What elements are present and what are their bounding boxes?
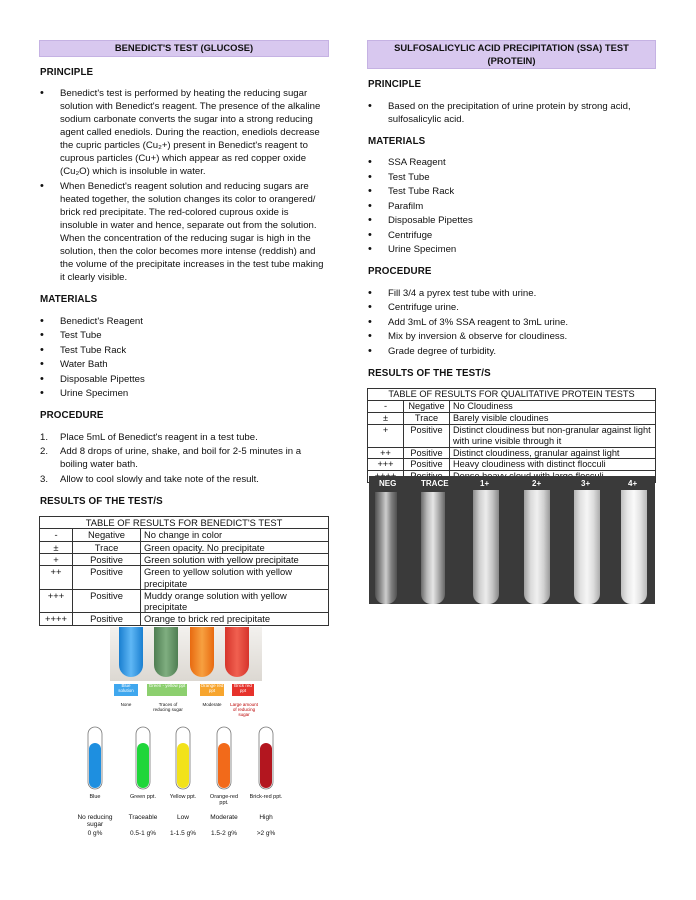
ssa-label: 4+ [628, 479, 638, 488]
tube-label: Blue [89, 794, 101, 800]
ssa-photo [369, 476, 655, 604]
benedicts-procedure-list [39, 431, 329, 486]
table-row [40, 553, 329, 565]
result-label: Positive [73, 613, 141, 625]
result-symbol: ++ [368, 447, 404, 459]
benedicts-tube-diagram [74, 725, 296, 795]
result-symbol: + [40, 553, 73, 565]
tube-orange [217, 727, 231, 789]
result-description: Orange to brick red precipitate [141, 613, 329, 625]
result-description: Distinct cloudiness, granular against light [450, 447, 656, 459]
ssa-tube-3plus [574, 490, 600, 604]
benedicts-test-section [39, 40, 329, 626]
result-description: Barely visible cloudines [450, 413, 656, 425]
tube-green [136, 727, 150, 789]
ssa-principle-item: • Based on the precipitation of urine protein by strong acid, sulfosalicylic acid. [367, 100, 656, 126]
material-item: • Test Tube [39, 329, 329, 342]
table-row [368, 459, 656, 471]
sugar-amount: 1-1.5 g% [169, 830, 197, 837]
result-symbol: - [40, 529, 73, 541]
procedure-step: • Fill 3/4 a pyrex test tube with urine. [367, 287, 656, 300]
benedicts-principle-list [39, 87, 329, 284]
ssa-results-heading: RESULTS OF THE TEST/S [368, 367, 491, 379]
step-text: Add 8 drops of urine, shake, and boil for 2-5 minutes in a boiling water bath. [60, 446, 302, 471]
result-description: Distinct cloudiness but non-granular against light with urine visible through it [450, 424, 656, 447]
table-caption: TABLE OF RESULTS FOR BENEDICT'S TEST [40, 517, 329, 529]
benedicts-principle-item: • When Benedict's reagent solution and reducing sugars are heated together, the solution changes its color to orangered/ brick red precipitate. The red-colored cuprous oxide is insoluble in water and hence, separate out from the solution. When the concentration of the reducing sugar is high in the solution, then the color becomes more intense (reddish) and the volume of the precipitate increases in the test tube making it clearly visible. [39, 180, 329, 284]
result-description: Green to yellow solution with yellow precipitate [141, 566, 329, 590]
ssa-tube-neg [375, 492, 397, 604]
tube-label: Brick-red ppt. [249, 794, 283, 800]
result-description: No Cloudiness [450, 401, 656, 413]
sugar-amount: 0 g% [87, 830, 103, 837]
result-symbol: - [368, 401, 404, 413]
photo-label-orange: Orange red ppt [200, 684, 224, 696]
table-row [40, 529, 329, 541]
sugar-level: High [259, 814, 273, 821]
material-item: • Disposable Pipettes [39, 373, 329, 386]
procedure-step: • Mix by inversion & observe for cloudiness. [367, 330, 656, 343]
material-item: • Test Tube [367, 171, 656, 184]
ssa-procedure-heading: PROCEDURE [368, 266, 432, 278]
photo-sublabel: Moderate [202, 702, 222, 707]
tube-photo-blue [119, 627, 143, 677]
benedicts-principle-item: • Benedict's test is performed by heating the reducing sugar solution with Benedict's reagent. The presence of the alkaline sodium carbonate converts the sugar into a strong reducing agent called enediols. During the reaction, enediols decrease the cupric particles (Cu₂+) present in Benedict's reagent to cuprous particles (Cu+) which appear as red copper oxide (Cu₂O) which is insoluble in water. [39, 87, 329, 178]
benedicts-results-table [39, 516, 329, 626]
ssa-label: 3+ [581, 479, 591, 488]
sugar-amount: 1.5-2 g% [210, 830, 238, 837]
ssa-label: 1+ [480, 479, 490, 488]
result-description: Heavy cloudiness with distinct flocculi [450, 459, 656, 471]
benedicts-materials-list [39, 315, 329, 401]
ssa-procedure-list [367, 287, 656, 358]
tube-photo-red [225, 627, 249, 677]
tube-label: Yellow ppt. [169, 794, 197, 800]
result-label: Positive [404, 459, 450, 471]
tube-blue [88, 727, 102, 789]
material-item: • SSA Reagent [367, 156, 656, 169]
material-item: • Water Bath [39, 358, 329, 371]
ssa-results-table [367, 388, 656, 483]
result-label: Positive [404, 447, 450, 459]
step-number: 3. [40, 473, 49, 485]
ssa-tube-trace [421, 492, 445, 604]
tube-brick-red [259, 727, 273, 789]
tube-label: Orange-red ppt. [209, 794, 239, 807]
procedure-step [39, 431, 329, 444]
benedicts-figure [74, 627, 296, 849]
tube-photo-orange [190, 627, 214, 677]
result-description: No change in color [141, 529, 329, 541]
result-label: Negative [404, 401, 450, 413]
ssa-materials-list [367, 156, 656, 256]
table-row [40, 589, 329, 613]
sugar-amount: 0.5-1 g% [129, 830, 157, 837]
material-item: • Parafilm [367, 200, 656, 213]
ssa-principle-heading: PRINCIPLE [368, 79, 422, 91]
ssa-materials-heading: MATERIALS [368, 135, 426, 147]
benedicts-procedure-heading: PROCEDURE [40, 410, 104, 422]
result-label: Positive [73, 589, 141, 613]
photo-label-blue: Blue solution [114, 684, 138, 696]
step-text: Place 5mL of Benedict's reagent in a test tube. [60, 431, 258, 443]
result-label: Positive [404, 424, 450, 447]
result-symbol: ++++ [40, 613, 73, 625]
tube-label: Green ppt. [130, 794, 156, 800]
result-description: Muddy orange solution with yellow precipitate [141, 589, 329, 613]
photo-label-green: Green - yellow ppt [147, 684, 187, 696]
ssa-label: 2+ [532, 479, 542, 488]
result-symbol: + [368, 424, 404, 447]
ssa-title: SULFOSALICYLIC ACID PRECIPITATION (SSA) TEST (PROTEIN) [367, 40, 656, 69]
procedure-step [39, 445, 329, 471]
material-item: • Disposable Pipettes [367, 214, 656, 227]
result-label: Trace [73, 541, 141, 553]
table-caption: TABLE OF RESULTS FOR QUALITATIVE PROTEIN TESTS [368, 389, 656, 401]
table-row [368, 413, 656, 425]
procedure-step [39, 473, 329, 486]
tube-yellow [176, 727, 190, 789]
result-symbol: +++ [40, 589, 73, 613]
ssa-tube-1plus [473, 490, 499, 604]
result-label: Trace [404, 413, 450, 425]
photo-sublabel: Traces of reducing sugar [153, 702, 183, 712]
step-number: 1. [40, 431, 49, 443]
ssa-tube-2plus [524, 490, 550, 604]
result-symbol: ± [368, 413, 404, 425]
tube-photo-green [154, 627, 178, 677]
result-label: Negative [73, 529, 141, 541]
result-description: Green opacity. No precipitate [141, 541, 329, 553]
photo-label-red: Brick red ppt [232, 684, 254, 696]
ssa-test-section [367, 40, 656, 483]
ssa-label: TRACE [421, 479, 449, 488]
material-item: • Urine Specimen [367, 243, 656, 256]
procedure-step: • Centrifuge urine. [367, 301, 656, 314]
material-item: • Centrifuge [367, 229, 656, 242]
material-item: • Test Tube Rack [39, 344, 329, 357]
benedicts-results-heading: RESULTS OF THE TEST/S [40, 495, 163, 507]
table-row [368, 424, 656, 447]
benedicts-title: BENEDICT'S TEST (GLUCOSE) [39, 40, 329, 57]
table-row [368, 401, 656, 413]
table-row [40, 566, 329, 590]
benedicts-principle-heading: PRINCIPLE [40, 66, 94, 78]
photo-sublabel: None [120, 702, 132, 707]
sugar-amount: >2 g% [256, 830, 276, 837]
result-symbol: ++ [40, 566, 73, 590]
procedure-step: • Grade degree of turbidity. [367, 345, 656, 358]
step-text: Allow to cool slowly and take note of the result. [60, 473, 259, 485]
ssa-principle-list [367, 100, 656, 126]
table-row [368, 447, 656, 459]
benedicts-materials-heading: MATERIALS [40, 294, 98, 306]
step-number: 2. [40, 446, 49, 458]
sugar-level: Traceable [128, 814, 158, 821]
result-label: Positive [73, 553, 141, 565]
result-description: Green solution with yellow precipitate [141, 553, 329, 565]
benedicts-photo [110, 627, 262, 681]
photo-sublabel: Large amount of reducing sugar [230, 702, 258, 717]
sugar-level: No reducing sugar [77, 814, 113, 829]
result-label: Positive [73, 566, 141, 590]
sugar-level: Low [177, 814, 189, 821]
result-symbol: +++ [368, 459, 404, 471]
result-symbol: ± [40, 541, 73, 553]
material-item: • Benedict's Reagent [39, 315, 329, 328]
ssa-tube-4plus [621, 490, 647, 604]
sugar-level: Moderate [210, 814, 238, 821]
table-row [40, 541, 329, 553]
table-row [40, 613, 329, 625]
material-item: • Test Tube Rack [367, 185, 656, 198]
material-item: • Urine Specimen [39, 387, 329, 400]
ssa-label: NEG [379, 479, 397, 488]
procedure-step: • Add 3mL of 3% SSA reagent to 3mL urine. [367, 316, 656, 329]
